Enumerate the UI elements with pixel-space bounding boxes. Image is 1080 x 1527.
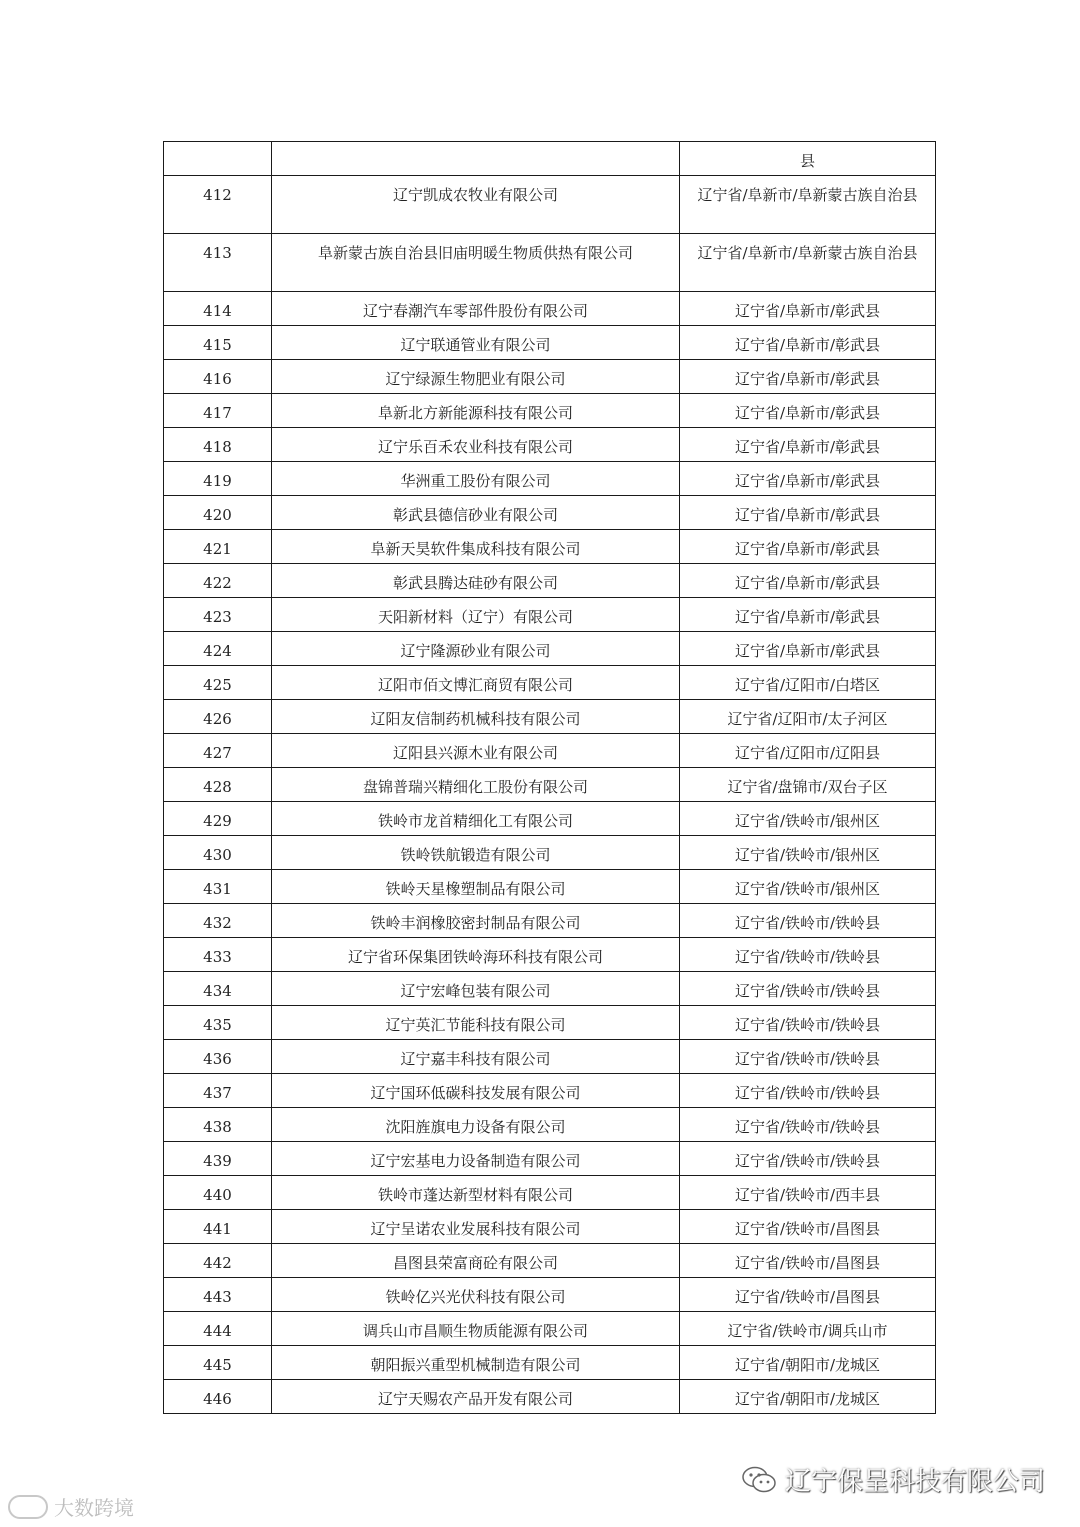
- region-cell: 辽宁省/铁岭市/银州区: [680, 870, 936, 904]
- table-row: [164, 1278, 936, 1312]
- row-number-cell: 442: [164, 1244, 272, 1278]
- row-number-cell: 438: [164, 1108, 272, 1142]
- table-row: [164, 1312, 936, 1346]
- table-row: [164, 428, 936, 462]
- region-cell: 辽宁省/阜新市/彰武县: [680, 496, 936, 530]
- row-number-cell: 416: [164, 360, 272, 394]
- company-name-cell: 阜新蒙古族自治县旧庙明暖生物质供热有限公司: [272, 234, 680, 292]
- table-body: [164, 142, 936, 1414]
- row-number-cell: 445: [164, 1346, 272, 1380]
- table-row: [164, 768, 936, 802]
- row-number-cell: 414: [164, 292, 272, 326]
- company-name-cell: 辽宁嘉丰科技有限公司: [272, 1040, 680, 1074]
- table-row: [164, 938, 936, 972]
- company-name-cell: 朝阳振兴重型机械制造有限公司: [272, 1346, 680, 1380]
- region-cell: 辽宁省/阜新市/阜新蒙古族自治县: [680, 234, 936, 292]
- region-cell: 辽宁省/铁岭市/铁岭县: [680, 1108, 936, 1142]
- row-number-cell: 413: [164, 234, 272, 292]
- row-number-cell: 437: [164, 1074, 272, 1108]
- table-row: [164, 1346, 936, 1380]
- region-cell: 辽宁省/铁岭市/铁岭县: [680, 938, 936, 972]
- region-cell: 辽宁省/铁岭市/铁岭县: [680, 1074, 936, 1108]
- region-cell: 辽宁省/阜新市/彰武县: [680, 598, 936, 632]
- row-number-cell: 428: [164, 768, 272, 802]
- table-row: [164, 360, 936, 394]
- row-number-cell: 433: [164, 938, 272, 972]
- region-cell: 辽宁省/铁岭市/昌图县: [680, 1244, 936, 1278]
- region-cell: 辽宁省/阜新市/彰武县: [680, 462, 936, 496]
- row-number-cell: 412: [164, 176, 272, 234]
- row-number-cell: 426: [164, 700, 272, 734]
- watermark-left: [8, 1492, 134, 1521]
- region-cell: 辽宁省/阜新市/彰武县: [680, 632, 936, 666]
- company-name-cell: 彰武县腾达硅砂有限公司: [272, 564, 680, 598]
- company-name-cell: 辽宁绿源生物肥业有限公司: [272, 360, 680, 394]
- table-row: [164, 802, 936, 836]
- company-name-cell: 辽宁联通管业有限公司: [272, 326, 680, 360]
- table-row: [164, 326, 936, 360]
- table-row: [164, 462, 936, 496]
- region-cell: 辽宁省/铁岭市/昌图县: [680, 1278, 936, 1312]
- company-name-cell: 辽宁国环低碳科技发展有限公司: [272, 1074, 680, 1108]
- table-row: [164, 496, 936, 530]
- source-logo-icon: [8, 1495, 48, 1519]
- watermark-right-text: 辽宁保呈科技有限公司: [784, 1467, 1045, 1497]
- row-number-cell: 423: [164, 598, 272, 632]
- table-row: [164, 870, 936, 904]
- company-name-cell: 辽宁宏基电力设备制造有限公司: [272, 1142, 680, 1176]
- region-cell: 辽宁省/铁岭市/铁岭县: [680, 972, 936, 1006]
- row-number-cell: 431: [164, 870, 272, 904]
- company-name-cell: 铁岭丰润橡胶密封制品有限公司: [272, 904, 680, 938]
- region-cell: 辽宁省/铁岭市/铁岭县: [680, 1040, 936, 1074]
- row-number-cell: 421: [164, 530, 272, 564]
- region-cell: 辽宁省/铁岭市/铁岭县: [680, 1142, 936, 1176]
- company-name-cell: 铁岭亿兴光伏科技有限公司: [272, 1278, 680, 1312]
- company-name-cell: 彰武县德信砂业有限公司: [272, 496, 680, 530]
- table-row: [164, 530, 936, 564]
- company-name-cell: 盘锦普瑞兴精细化工股份有限公司: [272, 768, 680, 802]
- company-name-cell: 铁岭天星橡塑制品有限公司: [272, 870, 680, 904]
- company-name-cell: 辽宁宏峰包装有限公司: [272, 972, 680, 1006]
- company-name-cell: 辽阳市佰文博汇商贸有限公司: [272, 666, 680, 700]
- company-table: [163, 141, 936, 1414]
- company-name-cell: 辽阳友信制药机械科技有限公司: [272, 700, 680, 734]
- region-cell: 辽宁省/朝阳市/龙城区: [680, 1380, 936, 1414]
- table-row: [164, 904, 936, 938]
- region-cell: 辽宁省/阜新市/彰武县: [680, 394, 936, 428]
- region-cell: 辽宁省/辽阳市/辽阳县: [680, 734, 936, 768]
- company-name-cell: 铁岭铁航锻造有限公司: [272, 836, 680, 870]
- region-cell: 辽宁省/盘锦市/双台子区: [680, 768, 936, 802]
- row-number-cell: 439: [164, 1142, 272, 1176]
- table-row: [164, 394, 936, 428]
- table-row: [164, 836, 936, 870]
- company-name-cell: 辽宁凯成农牧业有限公司: [272, 176, 680, 234]
- region-cell: 辽宁省/阜新市/彰武县: [680, 326, 936, 360]
- row-number-cell: 424: [164, 632, 272, 666]
- row-number-cell: 443: [164, 1278, 272, 1312]
- company-name-cell: 辽宁呈诺农业发展科技有限公司: [272, 1210, 680, 1244]
- company-name-cell: 阜新北方新能源科技有限公司: [272, 394, 680, 428]
- row-number-cell: 427: [164, 734, 272, 768]
- table-row: [164, 142, 936, 176]
- row-number-cell: 429: [164, 802, 272, 836]
- row-number-cell: 434: [164, 972, 272, 1006]
- table-row: [164, 176, 936, 234]
- company-name-cell: 阜新天昊软件集成科技有限公司: [272, 530, 680, 564]
- region-cell: 县: [680, 142, 936, 176]
- company-name-cell: 调兵山市昌顺生物质能源有限公司: [272, 1312, 680, 1346]
- company-name-cell: 昌图县荣富商砼有限公司: [272, 1244, 680, 1278]
- company-name-cell: 辽宁英汇节能科技有限公司: [272, 1006, 680, 1040]
- region-cell: 辽宁省/朝阳市/龙城区: [680, 1346, 936, 1380]
- row-number-cell: 432: [164, 904, 272, 938]
- company-name-cell: 铁岭市蓬达新型材料有限公司: [272, 1176, 680, 1210]
- row-number-cell: 419: [164, 462, 272, 496]
- region-cell: 辽宁省/阜新市/阜新蒙古族自治县: [680, 176, 936, 234]
- table-row: [164, 1142, 936, 1176]
- row-number-cell: 425: [164, 666, 272, 700]
- table-row: [164, 1380, 936, 1414]
- region-cell: 辽宁省/辽阳市/白塔区: [680, 666, 936, 700]
- region-cell: 辽宁省/铁岭市/西丰县: [680, 1176, 936, 1210]
- wechat-icon: [741, 1465, 777, 1495]
- company-name-cell: [272, 142, 680, 176]
- region-cell: 辽宁省/铁岭市/铁岭县: [680, 1006, 936, 1040]
- table-row: [164, 666, 936, 700]
- table-row: [164, 1210, 936, 1244]
- table-row: [164, 292, 936, 326]
- table-row: [164, 1074, 936, 1108]
- watermark-right: [741, 1461, 1045, 1498]
- row-number-cell: 441: [164, 1210, 272, 1244]
- table-row: [164, 598, 936, 632]
- row-number-cell: [164, 142, 272, 176]
- table-row: [164, 1176, 936, 1210]
- row-number-cell: 422: [164, 564, 272, 598]
- table-row: [164, 734, 936, 768]
- row-number-cell: 418: [164, 428, 272, 462]
- table-row: [164, 1006, 936, 1040]
- region-cell: 辽宁省/辽阳市/太子河区: [680, 700, 936, 734]
- row-number-cell: 417: [164, 394, 272, 428]
- company-name-cell: 辽宁乐百禾农业科技有限公司: [272, 428, 680, 462]
- region-cell: 辽宁省/铁岭市/银州区: [680, 836, 936, 870]
- company-name-cell: 辽宁天赐农产品开发有限公司: [272, 1380, 680, 1414]
- company-name-cell: 华洲重工股份有限公司: [272, 462, 680, 496]
- region-cell: 辽宁省/阜新市/彰武县: [680, 428, 936, 462]
- row-number-cell: 436: [164, 1040, 272, 1074]
- company-name-cell: 沈阳旌旗电力设备有限公司: [272, 1108, 680, 1142]
- row-number-cell: 440: [164, 1176, 272, 1210]
- row-number-cell: 430: [164, 836, 272, 870]
- table-row: [164, 972, 936, 1006]
- table-row: [164, 564, 936, 598]
- table-row: [164, 234, 936, 292]
- table-row: [164, 1108, 936, 1142]
- row-number-cell: 415: [164, 326, 272, 360]
- company-name-cell: 辽宁春潮汽车零部件股份有限公司: [272, 292, 680, 326]
- company-name-cell: 辽阳县兴源木业有限公司: [272, 734, 680, 768]
- row-number-cell: 420: [164, 496, 272, 530]
- table-row: [164, 700, 936, 734]
- company-name-cell: 辽宁隆源砂业有限公司: [272, 632, 680, 666]
- table-row: [164, 1040, 936, 1074]
- company-name-cell: 辽宁省环保集团铁岭海环科技有限公司: [272, 938, 680, 972]
- row-number-cell: 444: [164, 1312, 272, 1346]
- region-cell: 辽宁省/铁岭市/昌图县: [680, 1210, 936, 1244]
- region-cell: 辽宁省/阜新市/彰武县: [680, 292, 936, 326]
- region-cell: 辽宁省/阜新市/彰武县: [680, 564, 936, 598]
- table-row: [164, 632, 936, 666]
- row-number-cell: 435: [164, 1006, 272, 1040]
- table-row: [164, 1244, 936, 1278]
- region-cell: 辽宁省/铁岭市/调兵山市: [680, 1312, 936, 1346]
- region-cell: 辽宁省/铁岭市/铁岭县: [680, 904, 936, 938]
- company-name-cell: 天阳新材料（辽宁）有限公司: [272, 598, 680, 632]
- region-cell: 辽宁省/阜新市/彰武县: [680, 530, 936, 564]
- watermark-left-text: 大数跨境: [54, 1496, 134, 1520]
- row-number-cell: 446: [164, 1380, 272, 1414]
- company-name-cell: 铁岭市龙首精细化工有限公司: [272, 802, 680, 836]
- region-cell: 辽宁省/阜新市/彰武县: [680, 360, 936, 394]
- region-cell: 辽宁省/铁岭市/银州区: [680, 802, 936, 836]
